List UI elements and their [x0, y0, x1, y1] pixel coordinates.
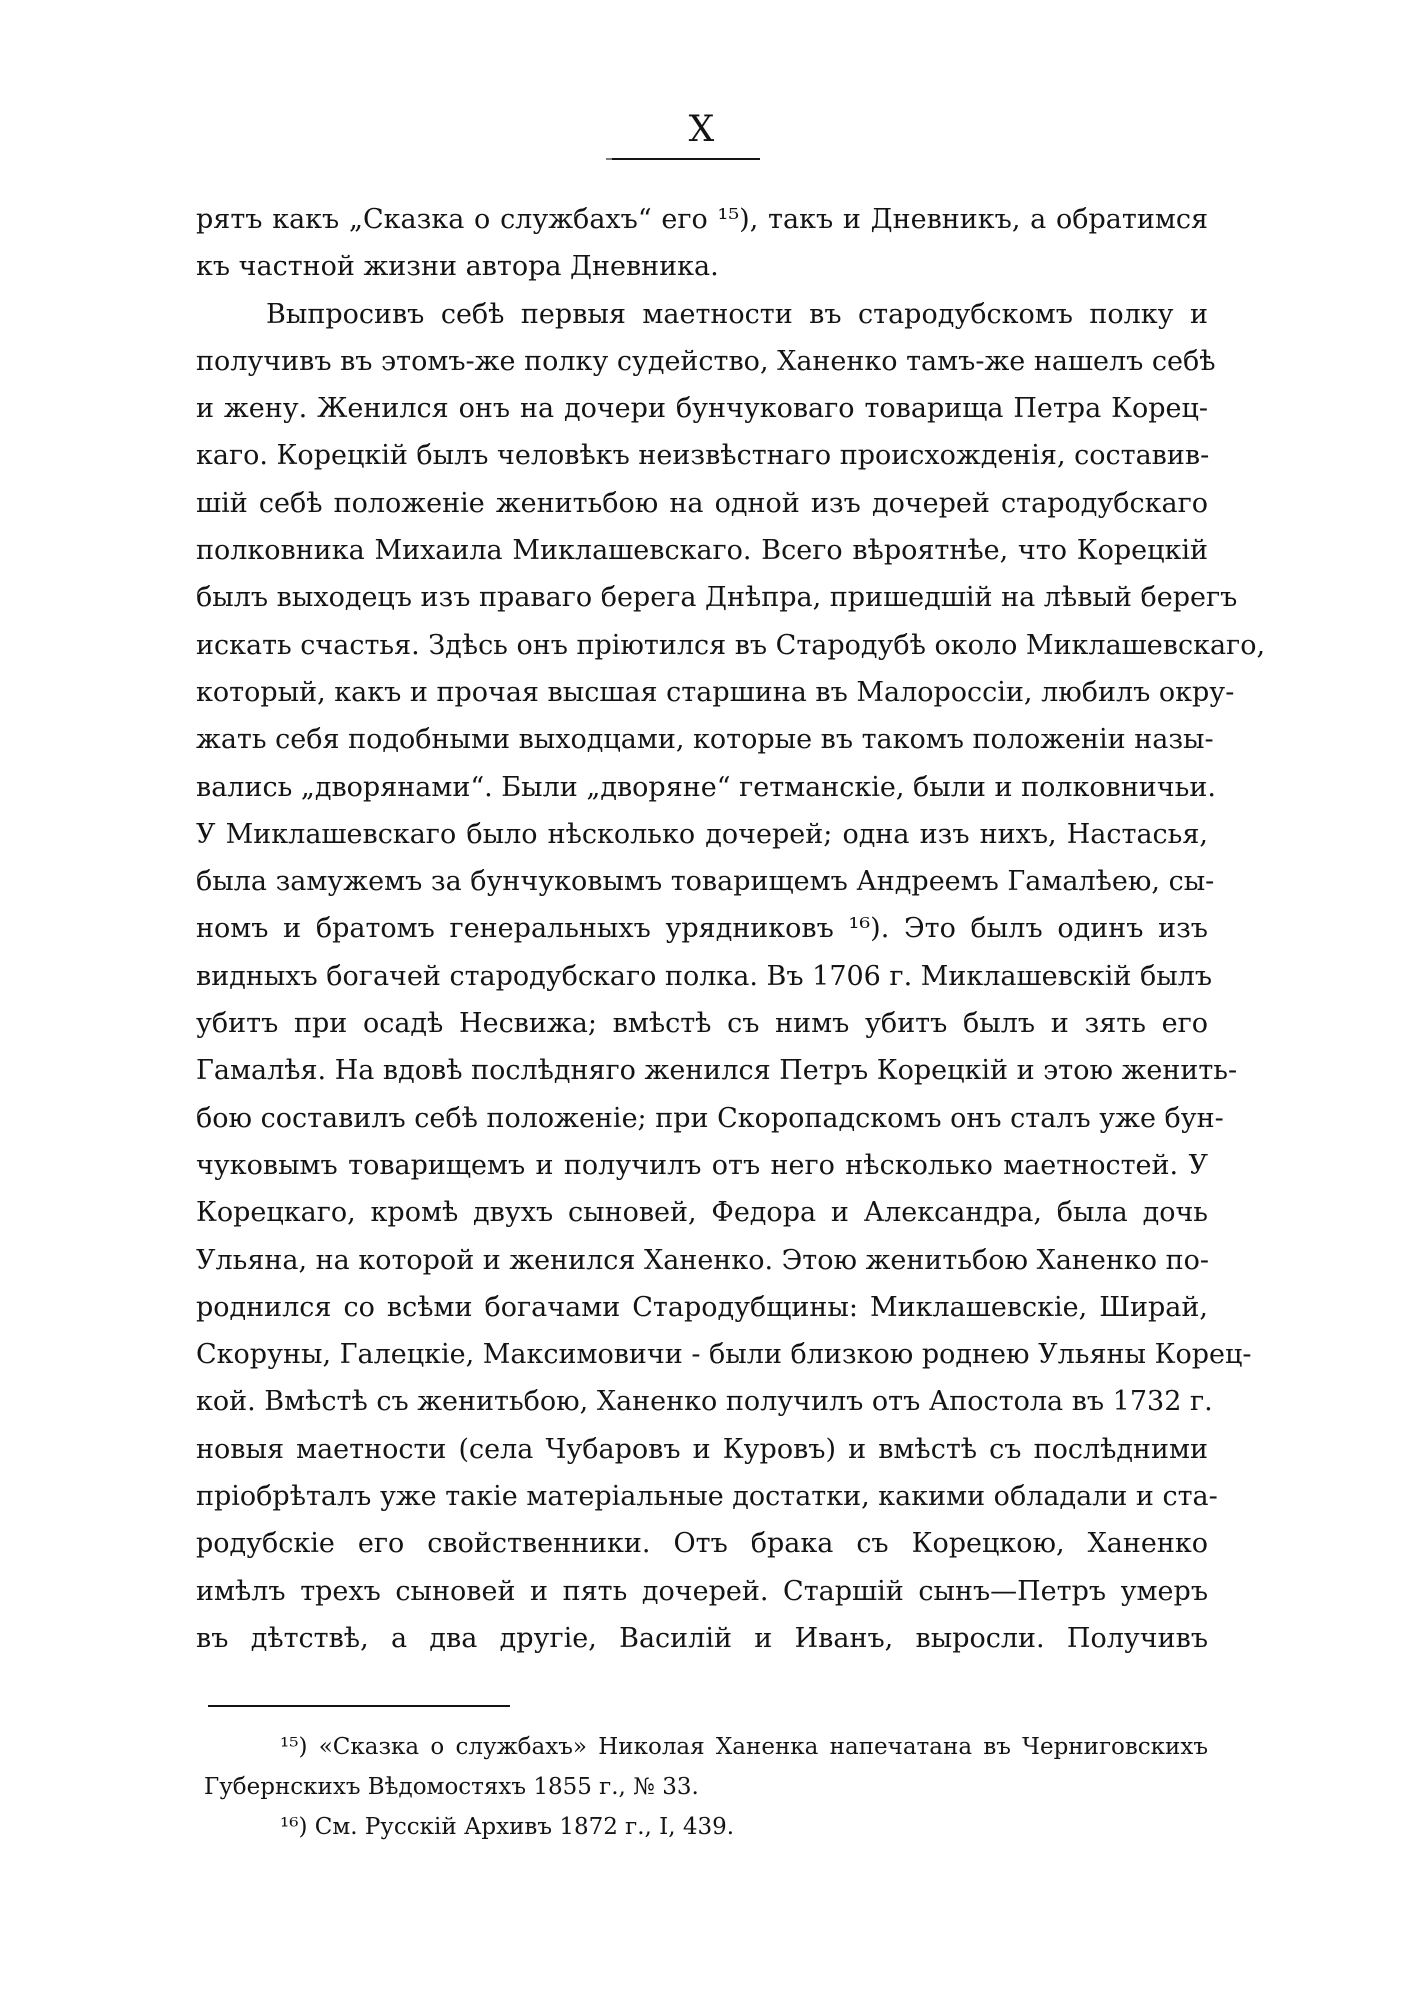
text-line: полковника Михаила Миклашевскаго. Всего вѣроятнѣе, что Корецкій: [196, 535, 1208, 567]
text-line: кой. Вмѣстѣ съ женитьбою, Ханенко получилъ отъ Апостола въ 1732 г.: [196, 1386, 1213, 1418]
text-line: шій себѣ положеніе женитьбою на одной изъ дочерей стародубскаго: [196, 487, 1208, 519]
body-text: [196, 196, 1266, 1662]
text-line: пріобрѣталъ уже такіе матеріальные достатки, какими обладали и ста-: [196, 1481, 1218, 1513]
text-line: У Миклашевскаго было нѣсколько дочерей; одна изъ нихъ, Настасья,: [196, 818, 1208, 850]
text-line: чуковымъ товарищемъ и получилъ отъ него нѣсколько маетностей. У: [196, 1149, 1208, 1181]
text-line: получивъ въ этомъ-же полку судейство, Ханенко тамъ-же нашелъ себѣ: [196, 345, 1216, 377]
text-line: Корецкаго, кромѣ двухъ сыновей, Федора и Александра, была дочь: [196, 1197, 1208, 1229]
text-line: имѣлъ трехъ сыновей и пять дочерей. Старшій сынъ—Петръ умеръ: [196, 1575, 1208, 1607]
text-line: жать себя подобными выходцами, которые въ такомъ положеніи назы-: [196, 724, 1214, 756]
text-line: былъ выходецъ изъ праваго берега Днѣпра, пришедшій на лѣвый берегъ: [196, 582, 1238, 614]
text-line: и жену. Женился онъ на дочери бунчуковаго товарища Петра Корец-: [196, 393, 1208, 425]
text-line: каго. Корецкій былъ человѣкъ неизвѣстнаго происхожденія, составив-: [196, 440, 1210, 472]
text-line: убитъ при осадѣ Несвижа; вмѣстѣ съ нимъ убитъ былъ и зять его: [196, 1008, 1208, 1040]
text-line: родубскіе его свойственники. Отъ брака съ Корецкою, Ханенко: [196, 1528, 1208, 1560]
header-rule: [612, 158, 760, 160]
text-line: Выпросивъ себѣ первыя маетности въ стародубскомъ полку и: [266, 298, 1208, 330]
text-line: видныхъ богачей стародубскаго полка. Въ 1706 г. Миклашевскій былъ: [196, 960, 1213, 992]
footnotes: [204, 1727, 1208, 1847]
text-line: къ частной жизни автора Дневника.: [196, 251, 719, 283]
text-line: рятъ какъ „Сказка о службахъ“ его ¹⁵), такъ и Дневникъ, а обратимся: [196, 204, 1208, 235]
text-line: бою составилъ себѣ положеніе; при Скоропадскомъ онъ сталъ уже бун-: [196, 1102, 1224, 1134]
text-line: была замужемъ за бунчуковымъ товарищемъ Андреемъ Гамалѣею, сы-: [196, 866, 1215, 898]
footnote-line: ¹⁵) «Сказка о службахъ» Николая Ханенка напечатана въ Черниговскихъ: [280, 1734, 1208, 1760]
footnote-line: Губернскихъ Вѣдомостяхъ 1855 г., № 33.: [204, 1774, 699, 1800]
text-line: роднился со всѣми богачами Стародубщины: Миклашевскіе, Ширай,: [196, 1291, 1208, 1323]
text-line: Гамалѣя. На вдовѣ послѣдняго женился Петръ Корецкій и этою женить-: [196, 1055, 1238, 1087]
text-line: Ульяна, на которой и женился Ханенко. Этою женитьбою Ханенко по-: [196, 1244, 1209, 1276]
footnote-line: ¹⁶) См. Русскій Архивъ 1872 г., I, 439.: [280, 1814, 735, 1840]
text-line: вались „дворянами“. Были „дворяне“ гетманскіе, были и полковничьи.: [196, 771, 1216, 803]
text-line: новыя маетности (села Чубаровъ и Куровъ) и вмѣстѣ съ послѣдними: [196, 1433, 1208, 1465]
text-line: въ дѣтствѣ, а два другіе, Василій и Иванъ, выросли. Получивъ: [196, 1622, 1208, 1654]
text-line: искать счастья. Здѣсь онъ пріютился въ Стародубѣ около Миклашевскаго,: [196, 629, 1266, 661]
footnote-rule: [208, 1705, 510, 1707]
text-line: Скоруны, Галецкіе, Максимовичи - были близкою роднею Ульяны Корец-: [196, 1339, 1252, 1371]
text-line: номъ и братомъ генеральныхъ урядниковъ ¹⁶). Это былъ одинъ изъ: [196, 913, 1208, 945]
page-number: X: [688, 109, 716, 150]
text-line: который, какъ и прочая высшая старшина въ Малороссіи, любилъ окру-: [196, 676, 1235, 708]
